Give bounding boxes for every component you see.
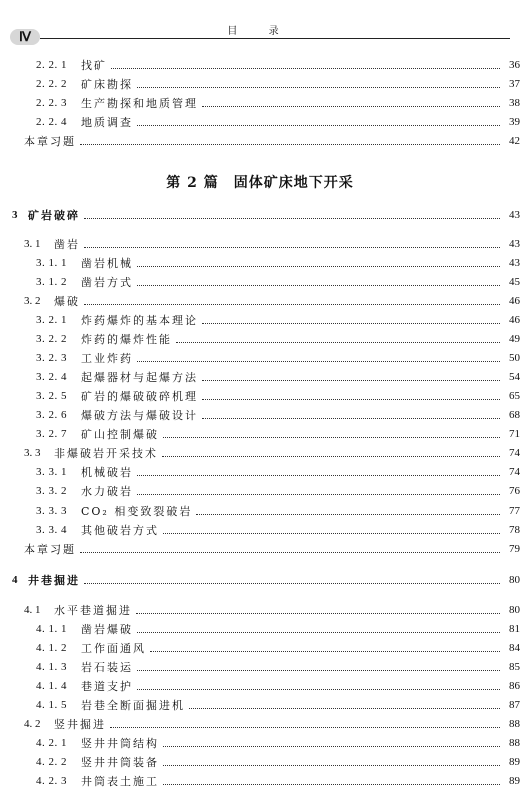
toc-entry[interactable]: 3. 2. 2 炸药的爆炸性能 49 [36,333,520,346]
toc-entry[interactable]: 4. 1. 2 工作面通风 84 [36,642,520,655]
toc-section[interactable]: 4. 1 水平巷道掘进 80 [24,604,520,617]
toc-entry[interactable]: 2. 2. 4 地质调查 39 [36,116,520,129]
toc-entry[interactable]: 3. 1. 2 凿岩方式 45 [36,276,520,289]
toc-entry[interactable]: 4. 1. 5 岩巷全断面掘进机 87 [36,699,520,712]
toc-entry[interactable]: 3. 2. 7 矿山控制爆破 71 [36,428,520,441]
toc-chapter[interactable]: 3 矿岩破碎 43 [12,209,520,222]
part-title: 第 2 篇 固体矿床地下开采 [166,175,354,191]
toc-section[interactable]: 3. 3 非爆破岩开采技术 74 [24,447,520,460]
toc-entry[interactable]: 2. 2. 2 矿床勘探 37 [36,78,520,91]
toc-entry-exercises[interactable]: 本章习题 79 [24,543,520,556]
toc-entry[interactable]: 3. 2. 3 工业炸药 50 [36,352,520,365]
toc-entry[interactable]: 3. 3. 4 其他破岩方式 78 [36,524,520,537]
header-rule [40,38,510,39]
toc-section[interactable]: 4. 2 竖井掘进 88 [24,718,520,731]
header-title: 目 录 [227,26,293,37]
toc-entry[interactable]: 3. 1. 1 凿岩机械 43 [36,257,520,270]
toc-entry[interactable]: 4. 2. 3 井筒表土施工 89 [36,775,520,788]
toc-chapter[interactable]: 4 井巷掘进 80 [12,574,520,587]
toc-entry[interactable]: 3. 3. 2 水力破岩 76 [36,485,520,498]
toc-section[interactable]: 3. 2 爆破 46 [24,295,520,308]
toc-entry[interactable]: 3. 2. 1 炸药爆炸的基本理论 46 [36,314,520,327]
toc-entry[interactable]: 4. 1. 3 岩石装运 85 [36,661,520,674]
page-number-badge: Ⅳ [10,29,40,45]
toc-entry[interactable]: 4. 2. 1 竖井井筒结构 88 [36,737,520,750]
toc-entry[interactable]: 3. 2. 5 矿岩的爆破破碎机理 65 [36,390,520,403]
toc-entry[interactable]: 4. 1. 1 凿岩爆破 81 [36,623,520,636]
toc-entry-exercises[interactable]: 本章习题 42 [24,135,520,148]
toc-entry[interactable]: 3. 3. 3 CO₂ 相变致裂破岩 77 [36,505,520,518]
toc-entry[interactable]: 2. 2. 3 生产勘探和地质管理 38 [36,97,520,110]
toc-entry[interactable]: 3. 2. 4 起爆器材与起爆方法 54 [36,371,520,384]
toc-entry[interactable]: 4. 1. 4 巷道支护 86 [36,680,520,693]
toc-entry[interactable]: 2. 2. 1 找矿 36 [36,59,520,72]
toc-entry[interactable]: 4. 2. 2 竖井井筒装备 89 [36,756,520,769]
toc-entry[interactable]: 3. 3. 1 机械破岩 74 [36,466,520,479]
toc-entry[interactable]: 3. 2. 6 爆破方法与爆破设计 68 [36,409,520,422]
toc-section[interactable]: 3. 1 凿岩 43 [24,238,520,251]
page-header [0,0,520,46]
